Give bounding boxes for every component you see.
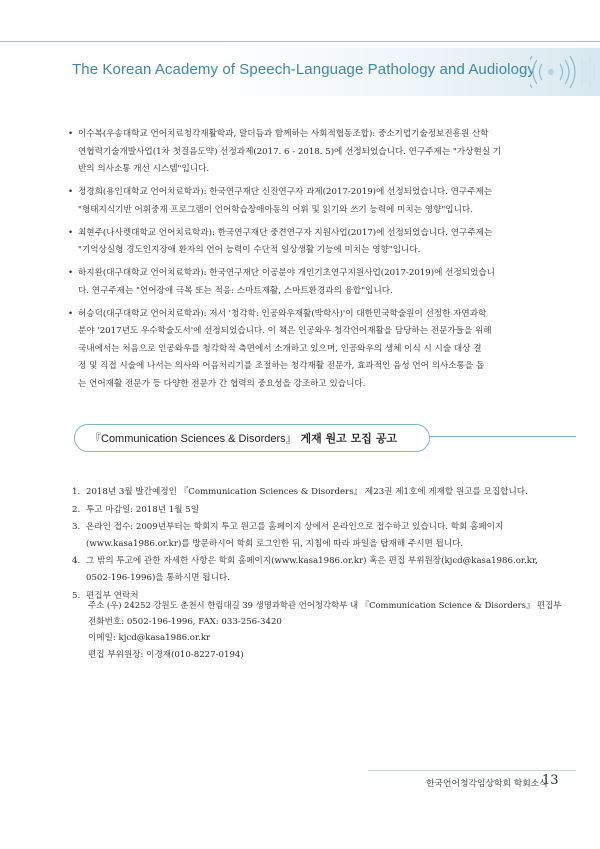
contact-editor: 편집 부위원장: 이경재(010-8227-0194)	[88, 649, 244, 660]
news-item: • 정경희(용인대학교 언어치료학과): 한국연구재단 신진연구자 과제(2017-2019)에 선정되었습니다. 연구주제는 "형태지식기반 어휘중재 프로그램이 언어학습장애아동의 어휘 및 읽기와 쓰기 능력에 미치는 영향"입니다.	[68, 184, 558, 219]
top-rule	[0, 41, 600, 42]
notice-item: 2. 투고 마감일: 2018년 1월 5일	[72, 504, 200, 515]
footer-rule	[368, 770, 576, 771]
section-title	[90, 430, 397, 446]
section-title-rest: 게재 원고 모집 공고	[296, 432, 397, 445]
notice-item: 3. 온라인 접수: 2009년부터는 학회지 투고 원고를 홈페이지 상에서 온라인으로 접수하고 있습니다. 학회 홈페이지 (www.kasa1986.or.kr)를 방문하시어 학회 로그인한 뒤, 지침에 따라 파일을 탑재해 주시면 됩니다.	[72, 522, 504, 549]
contact-email: 이메일: kjcd@kasa1986.or.kr	[88, 633, 211, 644]
header-title: The Korean Academy of Speech-Language Pathology and Audiology	[72, 61, 536, 78]
page-number: 13	[542, 773, 559, 788]
news-item: • 이수복(우송대학교 언어치료청각재활학과, 말더듬과 함께하는 사회적협동조합): 중소기업기술정보진흥원 산학 연협력기술개발사업(1차 첫걸음도약) 선정과제(2017. 6 - 2018. 5)에 선정되었습니다. 연구주제는 "가상현실 기 반의 의사소통 개선 시스템"입니다.	[68, 126, 558, 179]
notice-item: 5. 편집부 연락처	[72, 590, 139, 601]
contact-phone: 전화번호: 0502-196-1996, FAX: 033-256-3420	[88, 616, 282, 627]
news-item: • 최현주(나사렛대학교 언어치료학과): 한국연구재단 중견연구자 지원사업(2017)에 선정되었습니다. 연구주제는 "기억상실형 경도인지장애 환자의 언어 능력이 수단적 일상생활 기능에 미치는 영향"입니다.	[68, 225, 558, 260]
notice-list	[72, 484, 562, 605]
news-item: • 허승덕(대구대학교 언어치료학과): 저서 '청각학: 인공와우재활(박학사)'이 대한민국학술원이 선정한 자연과학 분야 '2017년도 우수학술도서'에 선정되었습니다. 이 책은 인공와우 청각언어재활을 담당하는 전문가들을 위해 국내에서는 처음으로 인공와우를 청각학적 측면에서 소개하고 있으며, 인공와우의 생체 이식 시 시술 대상 결 정 및 직접 시술에 나서는 의사와 어음처리기를 조절하는 청각재활 전문가, 효과적인 음성 언어 의사소통을 돕 는 언어재활 전문가 등 다양한 전문가 간 협력의 중요성을 강조하고 있습니다.	[68, 306, 558, 394]
contact-address: 주소 (우) 24252 강원도 춘천시 한림대길 39 생명과학관 언어청각학부 내 『Communication Science & Disorders』 편집부	[88, 600, 562, 610]
notice-item: 1. 2018년 3월 발간예정인 『Communication Sciences & Disorders』 제23권 제1호에 게재할 원고를 모집합니다.	[72, 487, 528, 497]
news-item: • 하지완(대구대학교 언어치료학과): 한국연구재단 이공분야 개인기초연구지원사업(2017-2019)에 선정되었습니 다. 연구주제는 "언어장애 극복 또는 적응: 스마트재활, 스마트환경과의 융합"입니다.	[68, 265, 558, 300]
notice-item: 4. 그 밖의 투고에 관한 자세한 사항은 학회 홈페이지(www.kasa1986.or.kr) 혹은 편집 부위원장(kjcd@kasa1986.or.kr, 0502-196-1996)을 통하시면 됩니다.	[72, 556, 538, 583]
sound-wave-icon	[530, 48, 600, 96]
editorial-contact	[88, 597, 561, 663]
section-title-journal: 『Communication Sciences & Disorders』	[90, 433, 297, 445]
footer-publication: 한국언어청각임상학회 학회소식	[426, 779, 548, 789]
news-bullet-list	[68, 126, 558, 399]
